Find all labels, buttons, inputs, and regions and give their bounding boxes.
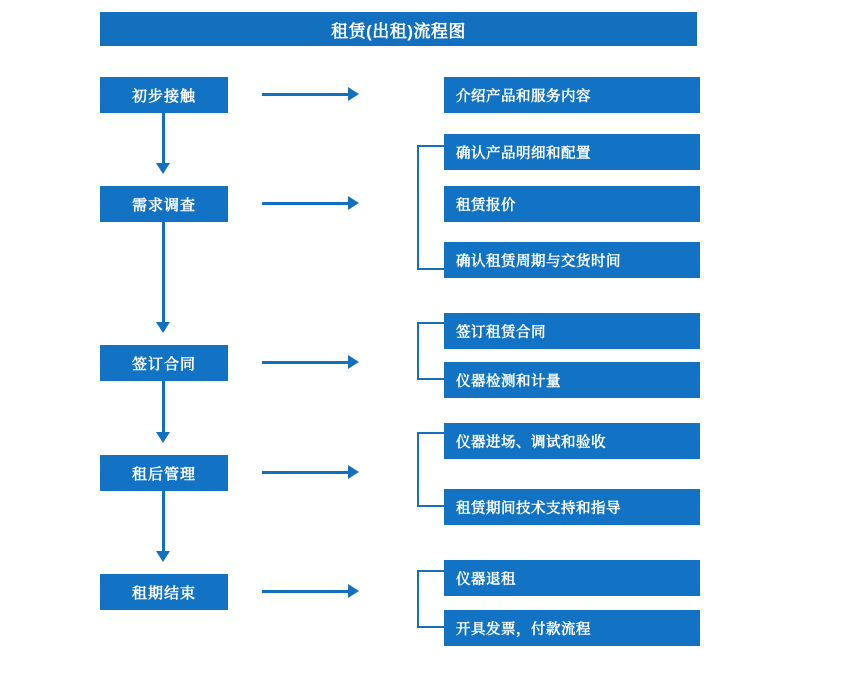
detail-box-4[interactable] [444, 242, 700, 278]
detail-box-5[interactable] [444, 313, 700, 349]
detail-box-7-label: 仪器进场、调试和验收 [456, 434, 606, 451]
detail-box-6-label: 仪器检测和计量 [456, 373, 561, 390]
detail-box-4-label: 确认租赁周期与交货时间 [456, 253, 621, 270]
bracket-group-1 [417, 145, 444, 270]
detail-box-2[interactable] [444, 134, 700, 170]
page-title: 租赁(出租)流程图 [100, 12, 697, 46]
detail-box-1[interactable] [444, 77, 700, 113]
detail-box-9-label: 仪器退租 [456, 571, 516, 588]
arrow-head-stage-5 [348, 584, 359, 598]
flow-arrow-2-to-3 [156, 322, 170, 333]
stage-box-1[interactable] [100, 77, 228, 113]
detail-box-9[interactable] [444, 560, 700, 596]
stage-box-2-label: 需求调查 [131, 196, 196, 214]
detail-box-10-label: 开具发票，付款流程 [456, 621, 591, 638]
flow-arrow-4-to-5 [156, 551, 170, 562]
flow-line-3-to-4 [162, 381, 165, 432]
arrow-head-stage-4 [348, 465, 359, 479]
stage-box-4[interactable] [100, 455, 228, 491]
detail-box-3[interactable] [444, 186, 700, 222]
arrow-line-stage-4 [262, 471, 348, 474]
detail-box-5-label: 签订租赁合同 [456, 324, 546, 341]
detail-box-6[interactable] [444, 362, 700, 398]
stage-box-3[interactable] [100, 345, 228, 381]
stage-box-1-label: 初步接触 [131, 87, 196, 105]
flow-arrow-3-to-4 [156, 432, 170, 443]
detail-box-10[interactable] [444, 610, 700, 646]
bracket-group-2 [417, 322, 444, 380]
arrow-head-stage-3 [348, 355, 359, 369]
arrow-line-stage-3 [262, 361, 348, 364]
arrow-line-stage-5 [262, 590, 348, 593]
detail-box-3-label: 租赁报价 [456, 197, 516, 214]
detail-box-8[interactable] [444, 489, 700, 525]
arrow-line-stage-2 [262, 202, 348, 205]
detail-box-2-label: 确认产品明细和配置 [456, 145, 591, 162]
arrow-head-stage-1 [348, 87, 359, 101]
stage-box-2[interactable] [100, 186, 228, 222]
stage-box-5-label: 租期结束 [131, 584, 196, 602]
stage-box-5[interactable] [100, 574, 228, 610]
flow-line-4-to-5 [162, 491, 165, 551]
flow-line-2-to-3 [162, 222, 165, 322]
stage-box-3-label: 签订合同 [131, 355, 196, 373]
stage-box-4-label: 租后管理 [131, 465, 196, 483]
detail-box-8-label: 租赁期间技术支持和指导 [456, 500, 621, 517]
bracket-group-3 [417, 432, 444, 507]
flow-arrow-1-to-2 [156, 163, 170, 174]
bracket-group-4 [417, 570, 444, 628]
arrow-head-stage-2 [348, 196, 359, 210]
detail-box-1-label: 介绍产品和服务内容 [456, 88, 591, 105]
arrow-line-stage-1 [262, 93, 348, 96]
detail-box-7[interactable] [444, 423, 700, 459]
flow-line-1-to-2 [162, 113, 165, 163]
